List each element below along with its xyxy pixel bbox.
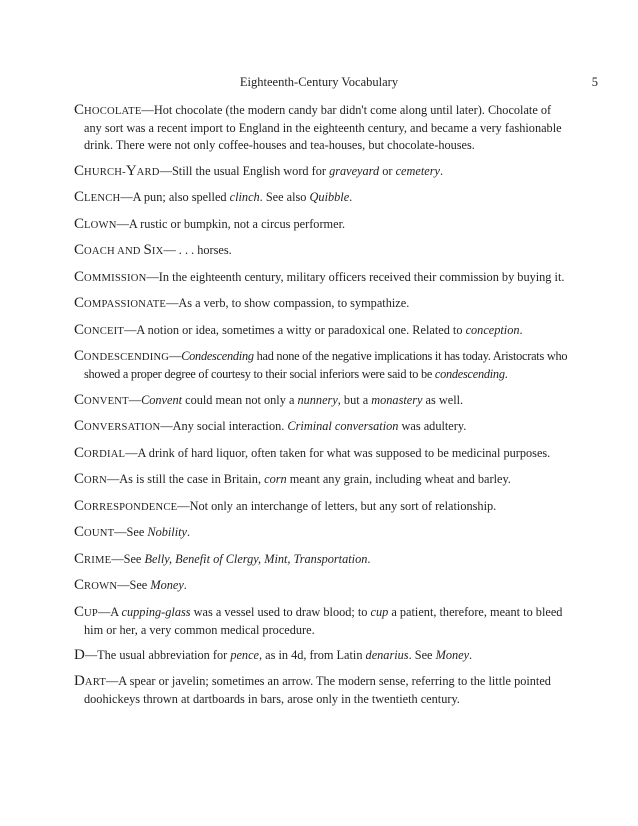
definition-text: —As a verb, to show compassion, to sympathize. bbox=[166, 296, 410, 310]
glossary-entry bbox=[74, 418, 568, 436]
headword-small-caps: ORN bbox=[84, 475, 107, 486]
italic-term: cemetery bbox=[395, 163, 440, 178]
definition-text: — bbox=[128, 392, 142, 407]
headword-initial: C bbox=[74, 321, 85, 338]
definition-text: . bbox=[187, 525, 191, 539]
entry-definition bbox=[117, 217, 345, 231]
italic-term: Criminal conversation bbox=[287, 419, 399, 433]
definition-text: —A rustic or bumpkin, not a circus performer. bbox=[116, 216, 346, 231]
entry-definition bbox=[129, 393, 463, 407]
glossary-entry bbox=[74, 348, 568, 383]
headword-initial: C bbox=[74, 162, 85, 179]
definition-text: . bbox=[349, 190, 353, 204]
headword-small-caps: ROWN bbox=[84, 581, 118, 592]
definition-text: — . . . horses. bbox=[163, 243, 232, 257]
headword-initial: C bbox=[74, 189, 85, 205]
definition-text: was a vessel used to draw blood; to bbox=[190, 604, 371, 619]
entry-headword bbox=[74, 296, 166, 310]
headword-initial: C bbox=[74, 348, 84, 364]
italic-term: Belly, Benefit of Clergy, Mint, Transportation bbox=[144, 551, 368, 566]
entry-headword bbox=[74, 243, 163, 257]
definition-text: —Any social interaction. bbox=[160, 419, 288, 433]
headword-initial: C bbox=[74, 295, 85, 311]
italic-term: corn bbox=[264, 472, 287, 486]
definition-text: —Not only an interchange of letters, but any sort of relationship. bbox=[177, 498, 497, 513]
entry-definition bbox=[160, 419, 466, 433]
definition-text: , but a bbox=[337, 392, 372, 407]
glossary-entry bbox=[74, 322, 568, 340]
entry-definition bbox=[111, 552, 370, 566]
entry-headword bbox=[74, 217, 117, 231]
headword-small-caps: RIME bbox=[84, 554, 112, 566]
headword-initial: C bbox=[74, 391, 85, 408]
entry-definition bbox=[125, 446, 550, 460]
entry-headword bbox=[74, 499, 177, 513]
headword-small-caps: HOCOLATE bbox=[84, 106, 142, 117]
definition-text: —A drink of hard liquor, often taken for what was supposed to be medicinal purposes. bbox=[125, 445, 551, 460]
page-number: 5 bbox=[591, 75, 598, 89]
running-title: Eighteenth-Century Vocabulary bbox=[239, 75, 399, 89]
italic-term: Condescending bbox=[181, 349, 254, 363]
page-header bbox=[0, 75, 638, 95]
definition-text: or bbox=[379, 163, 396, 178]
glossary-entry bbox=[74, 524, 568, 542]
headword-small-caps: ONDESCENDING bbox=[83, 352, 170, 363]
headword-initial: C bbox=[74, 215, 85, 232]
entry-definition bbox=[114, 525, 190, 539]
entry-headword bbox=[74, 323, 124, 337]
definition-text: —As is still the case in Britain, bbox=[106, 472, 265, 486]
headword-initial: S bbox=[143, 242, 152, 258]
entry-headword bbox=[74, 349, 169, 363]
headword-initial: C bbox=[74, 444, 85, 461]
headword-small-caps: OACH AND bbox=[84, 246, 144, 257]
entry-headword bbox=[74, 446, 125, 460]
headword-small-caps: ORDIAL bbox=[84, 448, 126, 460]
headword-small-caps: LENCH bbox=[84, 193, 121, 204]
glossary-entry bbox=[74, 551, 568, 569]
definition-text: could mean not only a bbox=[182, 392, 298, 407]
italic-term: Money bbox=[150, 578, 184, 592]
headword-initial: D bbox=[74, 672, 85, 689]
headword-small-caps: ONCEIT bbox=[84, 325, 125, 337]
entry-definition bbox=[120, 190, 352, 204]
headword-small-caps: ONVENT bbox=[84, 395, 129, 407]
definition-text: as well. bbox=[422, 392, 464, 407]
italic-term: graveyard bbox=[329, 163, 380, 178]
entry-definition bbox=[166, 296, 409, 310]
italic-term: cup bbox=[370, 604, 389, 619]
italic-term: condescending bbox=[434, 367, 505, 381]
definition-text: —See bbox=[114, 525, 148, 539]
italic-term: Money bbox=[435, 648, 470, 662]
headword-initial: C bbox=[74, 550, 85, 567]
definition-text: . bbox=[439, 163, 444, 178]
glossary-entry bbox=[74, 216, 568, 234]
headword-small-caps: LOWN bbox=[84, 219, 117, 231]
entry-headword bbox=[74, 552, 111, 566]
entry-headword bbox=[74, 472, 107, 486]
definition-text: . See also bbox=[259, 190, 310, 204]
glossary-entry bbox=[74, 647, 568, 664]
definition-text: — bbox=[169, 349, 182, 363]
entry-definition bbox=[85, 648, 472, 662]
entry-headword bbox=[74, 270, 146, 284]
entry-headword bbox=[74, 674, 106, 688]
glossary-entry bbox=[74, 673, 568, 708]
definition-text: —See bbox=[117, 578, 151, 592]
italic-term: monastery bbox=[371, 392, 423, 407]
definition-text: —A notion or idea, sometimes a witty or paradoxical one. Related to bbox=[124, 322, 466, 337]
entry-headword bbox=[74, 103, 142, 117]
glossary-entry bbox=[74, 295, 568, 313]
glossary-entry bbox=[74, 269, 568, 287]
headword-initial: C bbox=[74, 524, 85, 540]
entry-headword bbox=[74, 578, 117, 592]
definition-text: had none of the negative implications it has today. Aristocrats who showed a proper degree of courtesy to their social inferiors were said to be bbox=[84, 349, 568, 381]
definition-text: . bbox=[183, 578, 187, 592]
definition-text: —In the eighteenth century, military officers received their commission by buying it. bbox=[146, 269, 565, 284]
italic-term: Nobility bbox=[147, 525, 188, 539]
definition-text: a patient, therefore, meant to bleed him or her, a very common medical procedure. bbox=[84, 604, 563, 637]
entry-definition bbox=[84, 674, 551, 706]
glossary-entry bbox=[74, 392, 568, 410]
definition-text: . bbox=[519, 322, 523, 337]
italic-term: Convent bbox=[141, 392, 183, 407]
glossary-entry bbox=[74, 163, 568, 181]
glossary-entry bbox=[74, 242, 568, 260]
entry-headword bbox=[74, 393, 129, 407]
headword-initial: C bbox=[74, 577, 85, 593]
entry-headword bbox=[74, 525, 114, 539]
headword-initial: D bbox=[74, 647, 85, 663]
headword-initial: C bbox=[74, 242, 85, 258]
entry-headword bbox=[74, 190, 120, 204]
definition-text: —The usual abbreviation for bbox=[84, 648, 231, 662]
definition-text: . bbox=[469, 648, 473, 662]
entry-definition bbox=[124, 323, 523, 337]
entry-definition bbox=[163, 243, 231, 257]
headword-small-caps: ORRESPONDENCE bbox=[84, 501, 178, 513]
entry-definition bbox=[177, 499, 496, 513]
definition-text: . bbox=[367, 551, 371, 566]
glossary-entry bbox=[74, 498, 568, 516]
headword-small-caps: ART bbox=[84, 676, 106, 688]
definition-text: —A pun; also spelled bbox=[120, 190, 230, 204]
italic-term: nunnery bbox=[297, 392, 338, 407]
italic-term: Quibble bbox=[309, 190, 350, 204]
entry-definition bbox=[84, 103, 562, 152]
italic-term: clinch bbox=[229, 190, 260, 204]
entry-headword bbox=[74, 419, 160, 433]
italic-term: cupping-glass bbox=[121, 604, 191, 619]
headword-small-caps: OMPASSIONATE bbox=[84, 299, 167, 310]
headword-small-caps: OMMISSION bbox=[84, 272, 147, 284]
entry-definition bbox=[107, 472, 511, 486]
headword-initial: C bbox=[74, 102, 85, 118]
italic-term: denarius bbox=[365, 648, 409, 662]
glossary-entry bbox=[74, 577, 568, 595]
glossary-entry bbox=[74, 102, 568, 154]
headword-initial: C bbox=[74, 418, 85, 434]
definition-text: —Hot chocolate (the modern candy bar didn't come along until later). Chocolate of any sort was a recent import to England in the eighteenth century, and became a very fashionable drink. There were not only coffee-houses and tea-houses, but chocolate-houses. bbox=[84, 103, 562, 152]
headword-initial: C bbox=[74, 603, 85, 620]
glossary-entries bbox=[74, 102, 568, 716]
headword-initial: C bbox=[74, 268, 85, 285]
entry-definition bbox=[117, 578, 187, 592]
definition-text: —A bbox=[97, 604, 122, 619]
definition-text: meant any grain, including wheat and barley. bbox=[286, 472, 511, 486]
entry-headword bbox=[74, 605, 98, 619]
headword-initial: Y bbox=[125, 162, 137, 179]
headword-small-caps: OUNT bbox=[84, 528, 115, 539]
definition-text: —See bbox=[111, 551, 145, 566]
glossary-entry bbox=[74, 445, 568, 463]
headword-small-caps: IX bbox=[151, 246, 164, 257]
headword-initial: C bbox=[74, 471, 85, 487]
headword-small-caps: ARD bbox=[136, 166, 160, 178]
entry-definition bbox=[146, 270, 564, 284]
italic-term: conception bbox=[465, 322, 520, 337]
definition-text: —A spear or javelin; sometimes an arrow. The modern sense, referring to the little pointed doohickeys thrown at dartboards in bars, arose only in the twentieth century. bbox=[84, 673, 551, 706]
definition-text: —Still the usual English word for bbox=[159, 163, 330, 178]
headword-small-caps: ONVERSATION bbox=[84, 422, 161, 433]
headword-small-caps: UP bbox=[84, 607, 98, 619]
entry-headword bbox=[74, 164, 160, 178]
headword-initial: C bbox=[74, 497, 85, 514]
glossary-entry bbox=[74, 189, 568, 207]
entry-headword bbox=[74, 648, 85, 662]
definition-text: was adultery. bbox=[398, 419, 467, 433]
glossary-entry bbox=[74, 471, 568, 489]
definition-text: . bbox=[504, 367, 508, 381]
entry-definition bbox=[84, 605, 562, 637]
glossary-entry bbox=[74, 604, 568, 639]
headword-small-caps: HURCH- bbox=[84, 166, 126, 178]
italic-term: pence bbox=[230, 648, 259, 662]
definition-text: , as in 4d, from Latin bbox=[258, 648, 366, 662]
entry-definition bbox=[160, 164, 443, 178]
definition-text: . See bbox=[408, 648, 436, 662]
